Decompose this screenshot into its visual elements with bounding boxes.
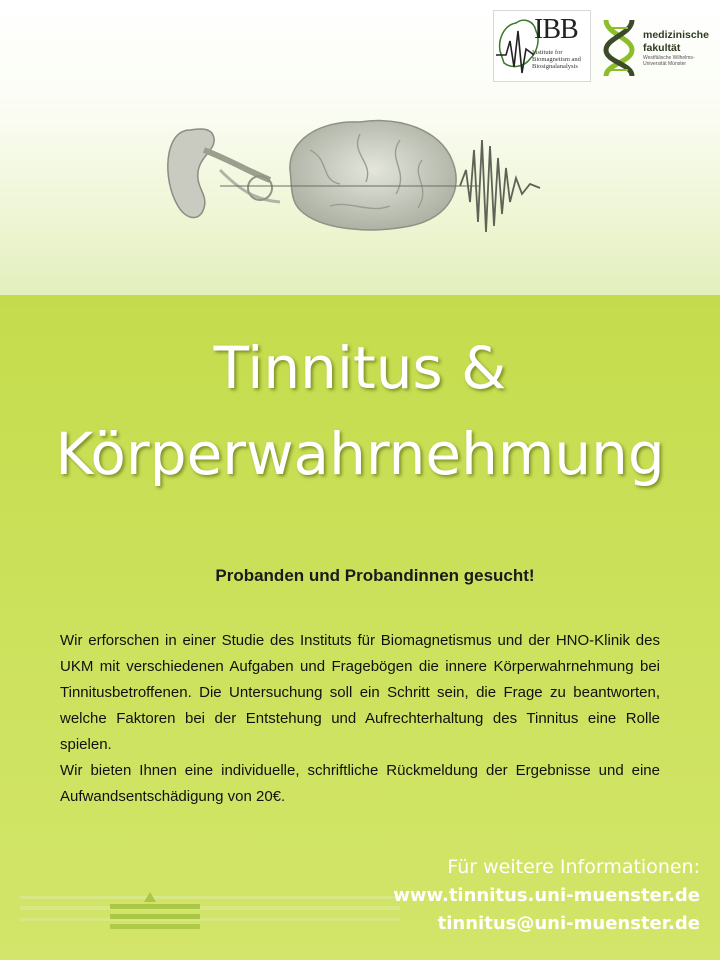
- decorative-stripes: [0, 890, 420, 940]
- dna-helix-icon: [598, 14, 642, 80]
- poster-title-line1: Tinnitus &: [213, 334, 507, 402]
- poster-title-line2: Körperwahrnehmung: [55, 420, 665, 488]
- faculty-logo-line3: Westfälische Wilhelms-Universität Münster: [643, 55, 695, 67]
- ear-icon: [168, 129, 214, 218]
- ibb-logo: [493, 10, 591, 82]
- faculty-logo: [598, 14, 716, 80]
- contact-info: [393, 852, 700, 938]
- email-link[interactable]: tinnitus@uni-muenster.de: [437, 913, 700, 934]
- body-paragraph-1: Wir erforschen in einer Studie des Instituts für Biomagnetismus und der HNO-Klinik des UKM mit verschiedenen Aufgaben und Fragebögen die innere Körperwahrnehmung bei Tinnitusbetroffenen. Die Untersuchung soll ein Schritt sein, die Frage zu beantworten, welche Faktoren bei der Entstehung und Aufrechterhaltung des Tinnitus eine Rolle spielen.: [60, 632, 660, 753]
- ear-brain-illustration: [160, 110, 560, 260]
- website-link[interactable]: www.tinnitus.uni-muenster.de: [393, 885, 700, 906]
- poster-title: [0, 325, 720, 497]
- contact-label: Für weitere Informationen:: [447, 856, 700, 878]
- subtitle: Probanden und Probandinnen gesucht!: [215, 566, 535, 585]
- ibb-logo-title: IBB: [534, 14, 578, 45]
- body-paragraph-2: Wir bieten Ihnen eine individuelle, schriftliche Rückmeldung der Ergebnisse und eine Aufwandsentschädigung von 20€.: [60, 762, 660, 805]
- faculty-logo-line1: medizinische: [643, 29, 709, 41]
- brain-icon: [290, 121, 456, 230]
- faculty-logo-line2: fakultät: [643, 42, 681, 54]
- ibb-logo-subtitle: Institute for Biomagnetism and Biosignalanalysis: [532, 49, 581, 70]
- sound-wave-icon: [460, 140, 540, 232]
- body-text: [60, 628, 660, 810]
